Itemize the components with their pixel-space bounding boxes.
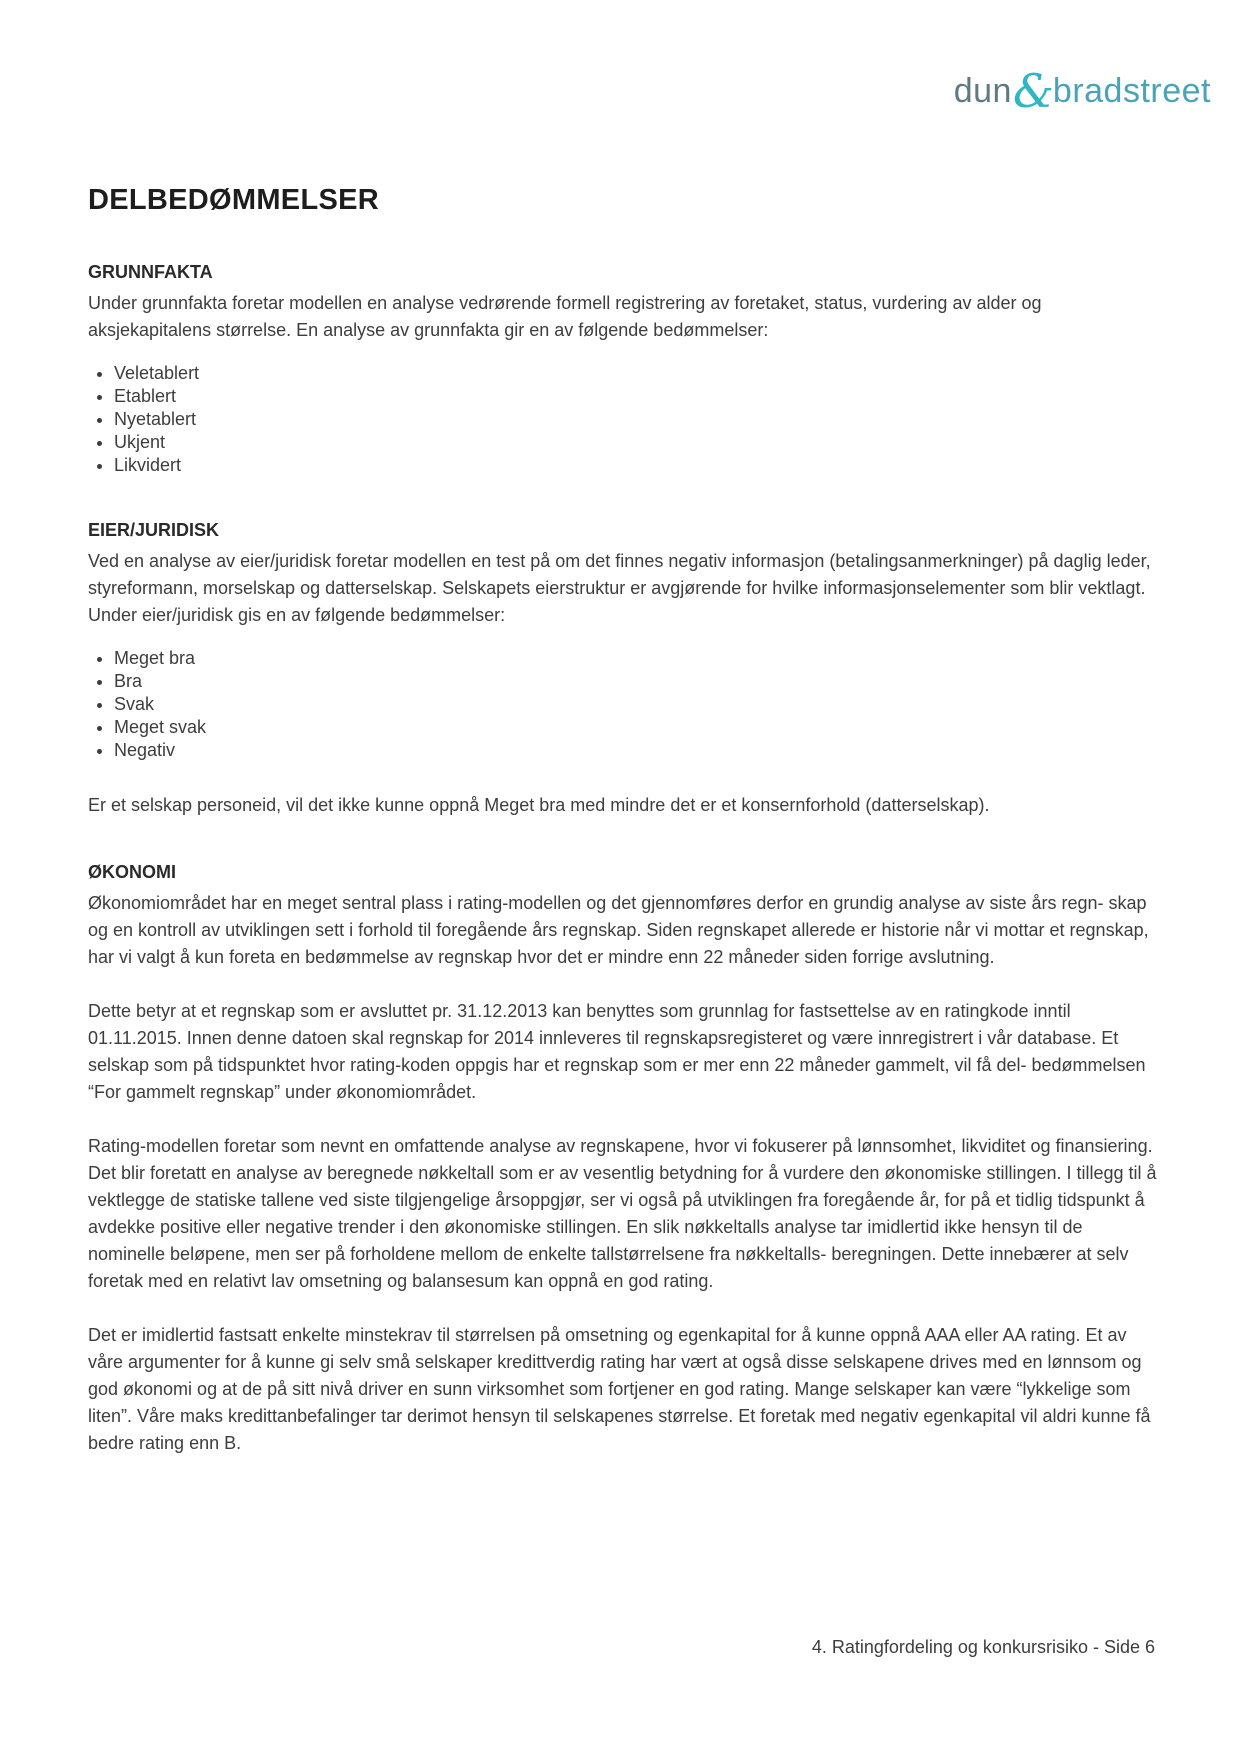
list-item: • Likvidert [114,454,1158,477]
section-grunnfakta [88,261,1158,477]
list-item: • Bra [114,670,1158,693]
list-item: • Ukjent [114,431,1158,454]
page-footer: 4. Ratingfordeling og konkursrisiko - Side 6 [811,1637,1155,1657]
section-okonomi [88,861,1158,1457]
logo-ampersand-icon: & [1012,64,1054,118]
section-eier-juridisk [88,519,1158,819]
page-title: DELBEDØMMELSER [88,184,379,216]
eier-juridisk-note: Er et selskap personeid, vil det ikke kunne oppnå Meget bra med mindre det er et konsernforhold (datterselskap). [88,794,990,815]
list-item: • Veletablert [114,362,1158,385]
section-intro-grunnfakta: Under grunnfakta foretar modellen en analyse vedrørende formell registrering av foretaket, status, vurdering av alder og aksjekapitalens størrelse. En analyse av grunnfakta gir en av følgende bedømmelser: [88,292,1042,340]
okonomi-paragraph-1: Økonomiområdet har en meget sentral plass i rating-modellen og det gjennomføres derfor en grundig analyse av siste års regn- skap og en kontroll av utviklingen sett i forhold til foregående års regnskap. Siden regnskapet allerede er historie når vi mottar et regnskap, har vi valgt å kun foreta en bedømmelse av regnskap hvor det er mindre enn 22 måneder siden forrige avslutning. [88,892,1149,967]
list-item: • Etablert [114,385,1158,408]
okonomi-paragraph-3: Rating-modellen foretar som nevnt en omfattende analyse av regnskapene, hvor vi fokuserer på lønnsomhet, likviditet og finansiering. Det blir foretatt en analyse av beregnede nøkkeltall som er av vesentlig betydning for å vurdere den økonomiske stillingen. I tillegg til å vektlegge de statiske tallene ved siste tilgjengelige årsoppgjør, ser vi også på utviklingen fra foregående år, for på et tidlig tidspunkt å avdekke positive eller negative trender i den økonomiske stillingen. En slik nøkkeltalls analyse tar imidlertid ikke hensyn til de nominelle beløpene, men ser på forholdene mellom de enkelte tallstørrelsene fra nøkkeltalls- beregningen. Dette innebærer at selv foretak med en relativt lav omsetning og balansesum kan oppnå en god rating. [88,1135,1157,1291]
okonomi-paragraph-2: Dette betyr at et regnskap som er avsluttet pr. 31.12.2013 kan benyttes som grunnlag for fastsettelse av en ratingkode inntil 01.11.2015. Innen denne datoen skal regnskap for 2014 innleveres til regnskapsregisteret og være innregistrert i vår database. Et selskap som på tidspunktet hvor rating-koden oppgis har et regnskap som er mer enn 22 måneder gammelt, vil få del- bedømmelsen “For gammelt regnskap” under økonomiområdet. [88,1000,1146,1102]
list-item: • Meget svak [114,716,1158,739]
grunnfakta-bullet-list [88,362,1158,477]
section-heading-okonomi: ØKONOMI [88,861,176,882]
section-intro-eier-juridisk: Ved en analyse av eier/juridisk foretar modellen en test på om det finnes negativ informasjon (betalingsanmerkninger) på daglig leder, styreformann, morselskap og datterselskap. Selskapets eierstruktur er avgjørende for hvilke informasjonselementer som blir vektlagt. Under eier/juridisk gis en av følgende bedømmelser: [88,550,1151,625]
eier-juridisk-bullet-list [88,647,1158,762]
section-heading-eier-juridisk: EIER/JURIDISK [88,519,220,540]
list-item: • Negativ [114,739,1158,762]
list-item: • Meget bra [114,647,1158,670]
document-content [88,0,1158,1464]
section-heading-grunnfakta: GRUNNFAKTA [88,261,213,282]
list-item: • Nyetablert [114,408,1158,431]
logo-text-bradstreet: bradstreet [1052,72,1211,110]
okonomi-paragraph-4: Det er imidlertid fastsatt enkelte minstekrav til størrelsen på omsetning og egenkapital for å kunne oppnå AAA eller AA rating. Et av våre argumenter for å kunne gi selv små selskaper kredittverdig rating har vært at også disse selskapene drives med en lønnsom og god økonomi og at de på sitt nivå driver en sunn virksomhet som fortjener en god rating. Mange selskaper kan være “lykkelige som liten”. Våre maks kredittanbefalinger tar derimot hensyn til selskapenes størrelse. Et foretak med negativ egenkapital vil aldri kunne få bedre rating enn B. [88,1324,1151,1453]
list-item: • Svak [114,693,1158,716]
logo-text-dun: dun [953,72,1012,110]
